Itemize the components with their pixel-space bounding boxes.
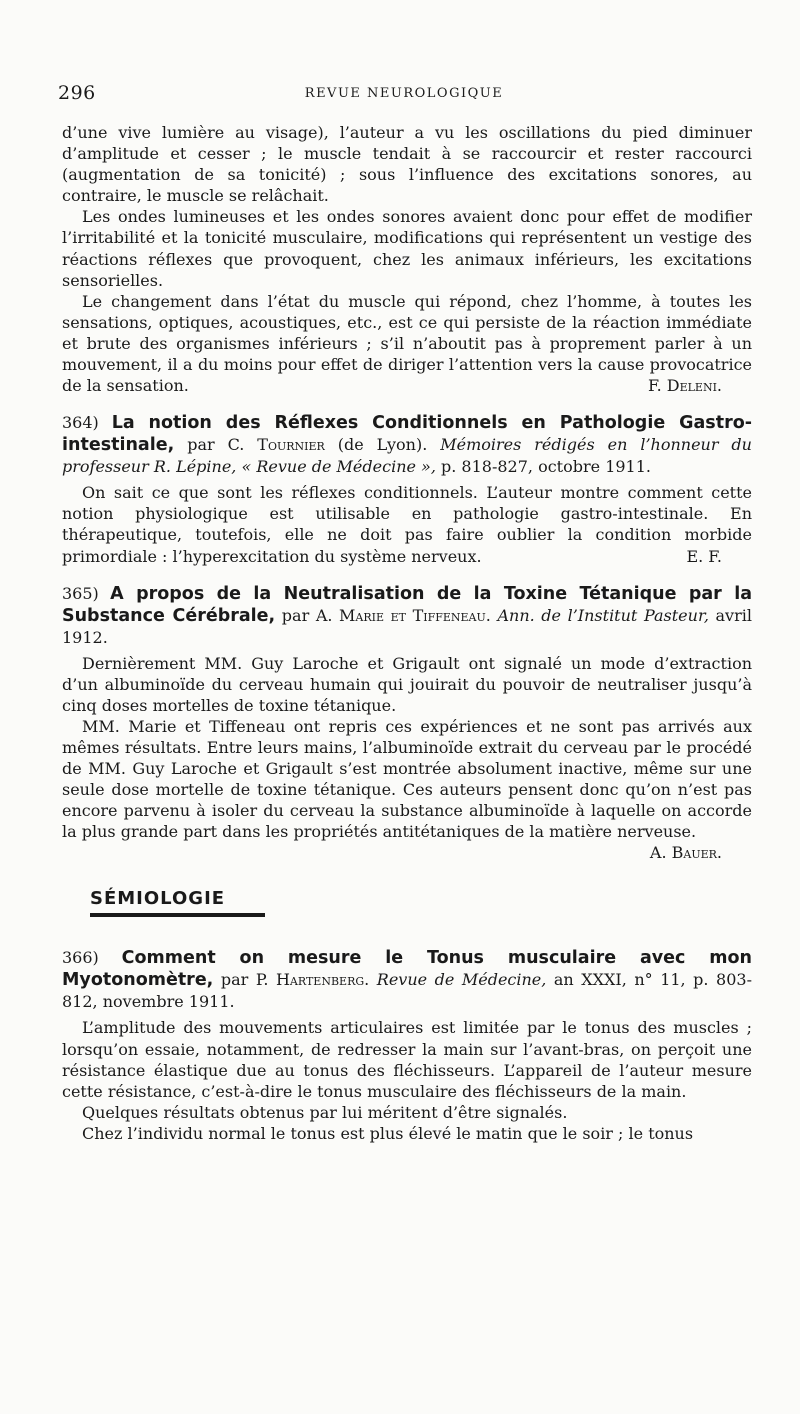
intro-paragraph: Les ondes lumineuses et les ondes sonores avaient donc pour effet de modifier l’irritabilité et la tonicité musculaire, modifications qui représentent un vestige des réactions réflexes que provoquent, chez les animaux inférieurs, les excitations sensorielles. <box>62 207 752 290</box>
entry-affiliation: (de Lyon). <box>337 435 428 455</box>
entry-number: 365) <box>62 583 99 603</box>
page-body <box>62 122 752 1144</box>
entry-title: La notion des Réflexes Conditionnels en Pathologie Gastro-intestinale, <box>62 413 752 456</box>
entry-details: an XXXI, n° 11, p. 803-812, novembre 1911. <box>62 970 752 1012</box>
page-header <box>58 82 750 106</box>
page-number: 296 <box>58 82 96 104</box>
entry-source: Revue de Médecine, <box>376 970 547 990</box>
section-underline <box>90 913 265 917</box>
abstract-entry-364 <box>62 412 752 566</box>
signature: F. Deleni. <box>647 376 722 396</box>
entry-title: Comment on mesure le Tonus musculaire avec mon Myotonomètre, <box>62 948 752 991</box>
entry-paragraph: Dernièrement MM. Guy Laroche et Grigault ont signalé un mode d’extraction d’un albuminoïde du cerveau humain qui jouirait du pouvoir de neutraliser jusqu’à cinq doses mortelles de toxine tétanique. <box>62 653 752 715</box>
entry-paragraph: L’amplitude des mouvements articulaires est limitée par le tonus des muscles ; lorsqu’on essaie, notamment, de redresser la main sur l’avant-bras, on perçoit une résistance élastique due au tonus des fléchisseurs. L’appareil de l’auteur mesure cette résistance, c’est-à-dire le tonus musculaire des fléchisseurs de la main. <box>62 1018 752 1101</box>
entry-paragraph: Chez l’individu normal le tonus est plus élevé le matin que le soir ; le tonus <box>82 1123 694 1143</box>
entry-source: Ann. de l’Institut Pasteur, <box>497 605 709 625</box>
intro-paragraph: d’une vive lumière au visage), l’auteur a vu les oscillations du pied diminuer d’amplitude et cesser ; le muscle tendait à se raccourcir et rester raccourci (augmentation de sa tonicité) ; sous l’influence des excitations sonores, au contraire, le muscle se relâchait. <box>62 123 752 206</box>
abstract-entry-365 <box>62 583 752 863</box>
running-head: REVUE NEUROLOGIQUE <box>304 86 504 101</box>
section-heading <box>90 888 300 917</box>
entry-paragraph: Quelques résultats obtenus par lui méritent d’être signalés. <box>82 1102 568 1122</box>
entry-paragraph: On sait ce que sont les réflexes conditionnels. L’auteur montre comment cette notion physiologique est utilisable en pathologie gastro-intestinale. En thérapeutique, toutefois, elle ne doit pas faire oublier la condition morbide primordiale : l’hyperexcitation du système nerveux. E. F. <box>62 483 752 566</box>
intro-paragraph: Le changement dans l’état du muscle qui répond, chez l’homme, à toutes les sensations, optiques, acoustiques, etc., est ce qui persiste de la réaction immédiate et brute des organismes inférieurs ; s’il n’aboutit pas à proprement parler à un mouvement, il a du moins pour effet de diriger l’attention vers la cause provocatrice de la sensation. F. Deleni. <box>62 291 752 396</box>
entry-author: A. Marie et Tiffeneau. <box>315 605 491 625</box>
signature: E. F. <box>686 546 722 566</box>
entry-number: 364) <box>62 413 99 433</box>
abstract-entry-366 <box>62 947 752 1144</box>
entry-title: A propos de la Neutralisation de la Toxine Tétanique par la Substance Cérébrale, <box>62 583 752 626</box>
entry-heading: 365) A propos de la Neutralisation de la Toxine Tétanique par la Substance Cérébrale, par A. Marie et Tiffeneau. Ann. de l’Institut Pasteur, avril 1912. <box>62 583 752 647</box>
entry-source: Mémoires rédigés en l’honneur du professeur R. Lépine, « Revue de Médecine », <box>62 435 752 477</box>
signature: A. Bauer. <box>649 843 722 863</box>
entry-details: avril 1912. <box>62 605 752 647</box>
entry-number: 366) <box>62 948 99 968</box>
entry-heading: 364) La notion des Réflexes Conditionnels en Pathologie Gastro-intestinale, par C. Tournier (de Lyon). Mémoires rédigés en l’honneur du professeur R. Lépine, « Revue de Médecine », p. 818-827, octobre 1911. <box>62 413 752 477</box>
section-title: SÉMIOLOGIE <box>90 888 226 910</box>
entry-author: C. Tournier <box>227 435 325 455</box>
entry-heading: 366) Comment on mesure le Tonus musculaire avec mon Myotonomètre, par P. Hartenberg. Revue de Médecine, an XXXI, n° 11, p. 803-812, novembre 1911. <box>62 948 752 1012</box>
entry-details: p. 818-827, octobre 1911. <box>441 457 651 477</box>
entry-author: P. Hartenberg. <box>255 970 370 990</box>
entry-paragraph: MM. Marie et Tiffeneau ont repris ces expériences et ne sont pas arrivés aux mêmes résultats. Entre leurs mains, l’albuminoïde extrait du cerveau par le procédé de MM. Guy Laroche et Grigault s’est montrée absolument inactive, même sur une seule dose mortelle de toxine tétanique. Ces auteurs pensent donc qu’on n’est pas encore parvenu à isoler du cerveau la substance albuminoïde à laquelle on accorde la plus grande part dans les propriétés antitétaniques de la matière nerveuse. A. Bauer. <box>62 716 752 863</box>
